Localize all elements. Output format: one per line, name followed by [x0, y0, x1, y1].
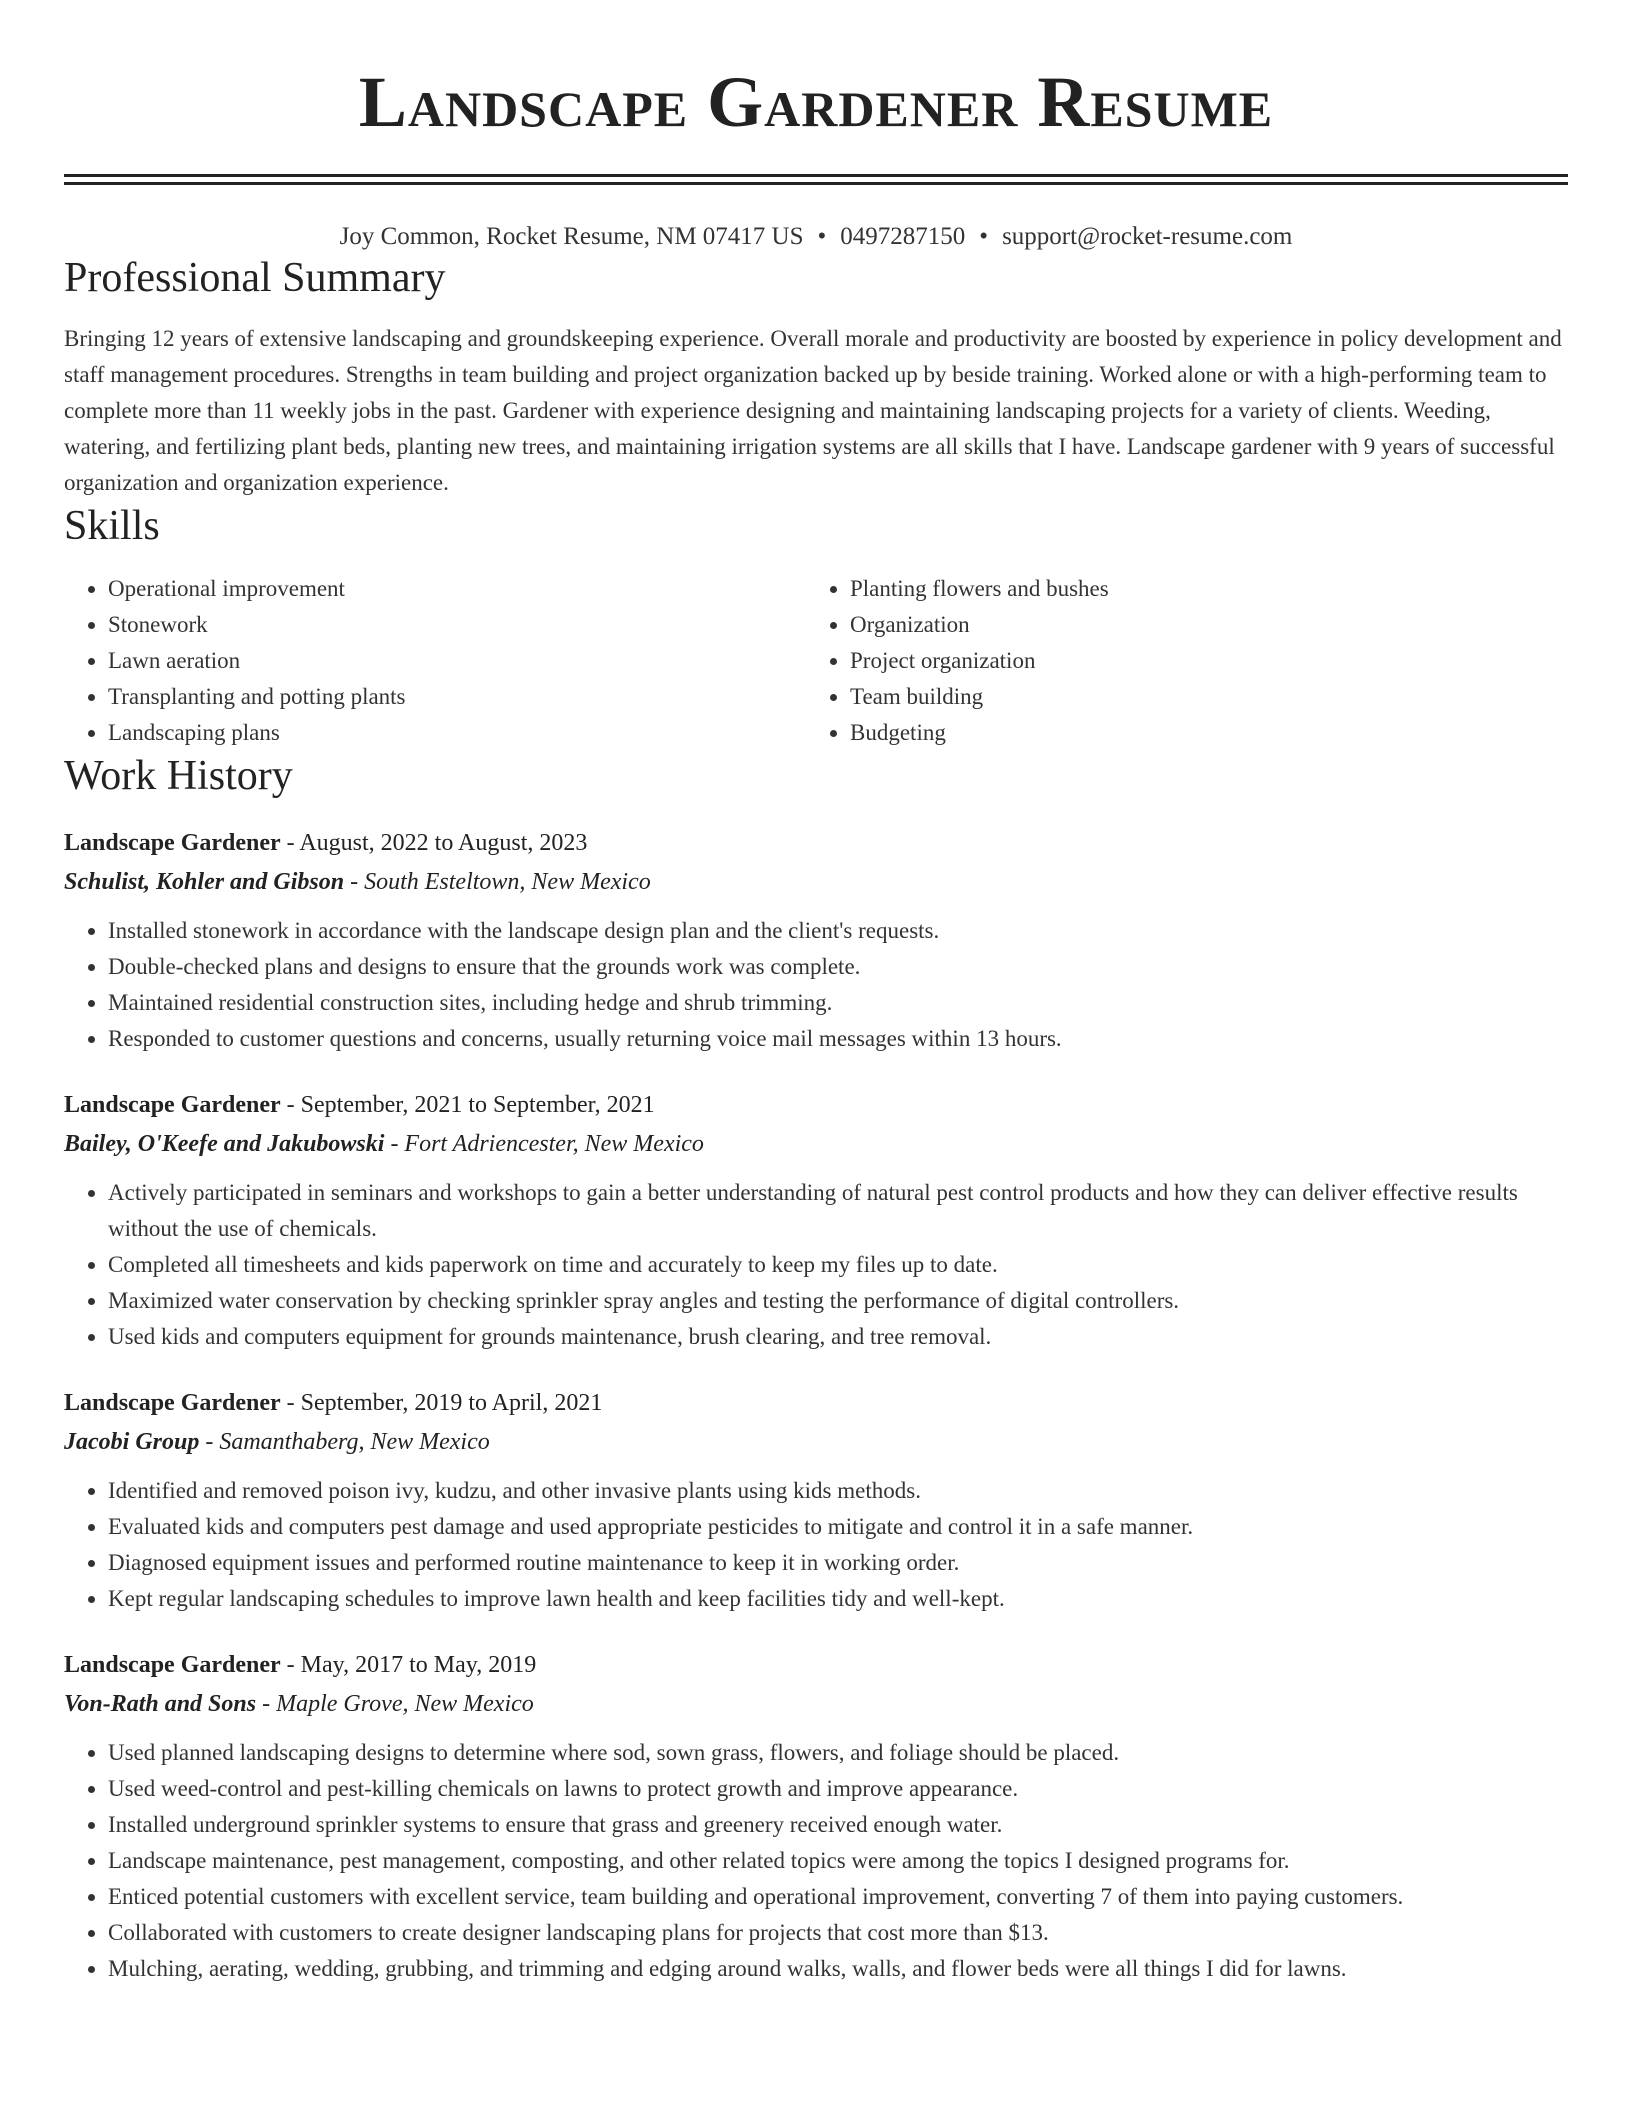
job-bullet: • Enticed potential customers with excellent service, team building and operational improvement, converting 7 of them into paying customers. — [108, 1879, 1568, 1915]
job-role: Landscape Gardener — [64, 1652, 281, 1678]
job-title-line — [64, 1645, 1568, 1685]
job-dates: - September, 2019 to April, 2021 — [280, 1390, 603, 1416]
job-location: - Maple Grove, New Mexico — [256, 1691, 534, 1717]
skill-item: • Stonework — [108, 607, 806, 643]
skill-item: • Operational improvement — [108, 571, 806, 607]
skill-item: • Team building — [850, 679, 1548, 715]
job-role: Landscape Gardener — [64, 1390, 281, 1416]
job-bullet: • Double-checked plans and designs to ensure that the grounds work was complete. — [108, 949, 1568, 985]
job-bullet: • Diagnosed equipment issues and performed routine maintenance to keep it in working order. — [108, 1545, 1568, 1581]
skill-item: • Project organization — [850, 643, 1548, 679]
job-bullet: • Completed all timesheets and kids paperwork on time and accurately to keep my files up to date. — [108, 1247, 1568, 1283]
job-role: Landscape Gardener — [64, 1092, 281, 1118]
skill-item: • Landscaping plans — [108, 715, 806, 751]
job-bullet: • Landscape maintenance, pest management, composting, and other related topics were among the topics I designed programs for. — [108, 1843, 1568, 1879]
contact-address: Joy Common, Rocket Resume, NM 07417 US — [339, 223, 804, 250]
job-bullet: • Kept regular landscaping schedules to improve lawn health and keep facilities tidy and well-kept. — [108, 1581, 1568, 1617]
job-bullets — [64, 913, 1568, 1057]
job-entry — [64, 1085, 1568, 1355]
job-bullet: • Installed stonework in accordance with the landscape design plan and the client's requests. — [108, 913, 1568, 949]
job-bullet: • Evaluated kids and computers pest damage and used appropriate pesticides to mitigate and control it in a safe manner. — [108, 1509, 1568, 1545]
job-bullet: • Used kids and computers equipment for grounds maintenance, brush clearing, and tree removal. — [108, 1319, 1568, 1355]
job-bullets — [64, 1735, 1568, 1987]
resume-title: Landscape Gardener Resume — [358, 62, 1274, 142]
job-company-line — [64, 1685, 1568, 1723]
job-bullet: • Collaborated with customers to create designer landscaping plans for projects that cost more than $13. — [108, 1915, 1568, 1951]
contact-line — [64, 221, 1568, 253]
job-bullet: • Identified and removed poison ivy, kudzu, and other invasive plants using kids methods. — [108, 1473, 1568, 1509]
contact-separator: • — [979, 223, 989, 250]
skills-heading: Skills — [64, 503, 160, 549]
job-bullets — [64, 1473, 1568, 1617]
contact-email: support@rocket-resume.com — [1002, 223, 1293, 250]
work-history-heading: Work History — [64, 753, 293, 799]
job-company-line — [64, 1125, 1568, 1163]
job-dates: - September, 2021 to September, 2021 — [280, 1092, 655, 1118]
job-company: Schulist, Kohler and Gibson — [64, 869, 345, 895]
job-company: Von-Rath and Sons — [64, 1691, 257, 1717]
job-dates: - August, 2022 to August, 2023 — [280, 830, 588, 856]
job-bullet: • Used planned landscaping designs to determine where sod, sown grass, flowers, and foliage should be placed. — [108, 1735, 1568, 1771]
skills-column-left — [64, 571, 806, 751]
job-location: - Samanthaberg, New Mexico — [199, 1429, 490, 1455]
job-company-line — [64, 863, 1568, 901]
job-entry — [64, 823, 1568, 1057]
job-bullet: • Actively participated in seminars and workshops to gain a better understanding of natural pest control products and how they can deliver effective results without the use of chemicals. — [108, 1175, 1568, 1247]
job-entry — [64, 1383, 1568, 1617]
skill-item: • Transplanting and potting plants — [108, 679, 806, 715]
contact-separator: • — [817, 223, 827, 250]
job-company: Bailey, O'Keefe and Jakubowski — [64, 1131, 385, 1157]
job-dates: - May, 2017 to May, 2019 — [280, 1652, 537, 1678]
job-bullet: • Installed underground sprinkler systems to ensure that grass and greenery received enough water. — [108, 1807, 1568, 1843]
job-bullet: • Mulching, aerating, wedding, grubbing, and trimming and edging around walks, walls, and flower beds were all things I did for lawns. — [108, 1951, 1568, 1987]
summary-text: Bringing 12 years of extensive landscaping and groundskeeping experience. Overall morale and productivity are boosted by experience in policy development and staff management procedures. Strengths in team building and project organization backed up by beside training. Worked alone or with a high-performing team to complete more than 11 weekly jobs in the past. Gardener with experience designing and maintaining landscaping projects for a variety of clients. Weeding, watering, and fertilizing plant beds, planting new trees, and maintaining irrigation systems are all skills that I have. Landscape gardener with 9 years of successful organization and organization experience. — [64, 326, 1562, 495]
job-company-line — [64, 1423, 1568, 1461]
job-title-line — [64, 823, 1568, 863]
job-bullet: • Maintained residential construction sites, including hedge and shrub trimming. — [108, 985, 1568, 1021]
job-location: - South Esteltown, New Mexico — [344, 869, 651, 895]
job-bullet: • Responded to customer questions and concerns, usually returning voice mail messages within 13 hours. — [108, 1021, 1568, 1057]
job-role: Landscape Gardener — [64, 830, 281, 856]
job-company: Jacobi Group — [64, 1429, 200, 1455]
job-entry — [64, 1645, 1568, 1987]
job-title-line — [64, 1085, 1568, 1125]
job-bullet: • Used weed-control and pest-killing chemicals on lawns to protect growth and improve appearance. — [108, 1771, 1568, 1807]
title-divider — [64, 174, 1568, 185]
skill-item: • Budgeting — [850, 715, 1548, 751]
job-location: - Fort Adriencester, New Mexico — [384, 1131, 704, 1157]
job-title-line — [64, 1383, 1568, 1423]
job-bullet: • Maximized water conservation by checking sprinkler spray angles and testing the performance of digital controllers. — [108, 1283, 1568, 1319]
skill-item: • Lawn aeration — [108, 643, 806, 679]
skills-list — [64, 571, 1568, 751]
skills-column-right — [806, 571, 1548, 751]
job-bullets — [64, 1175, 1568, 1355]
summary-heading: Professional Summary — [64, 255, 446, 301]
contact-phone: 0497287150 — [840, 223, 966, 250]
skill-item: • Organization — [850, 607, 1548, 643]
skill-item: • Planting flowers and bushes — [850, 571, 1548, 607]
